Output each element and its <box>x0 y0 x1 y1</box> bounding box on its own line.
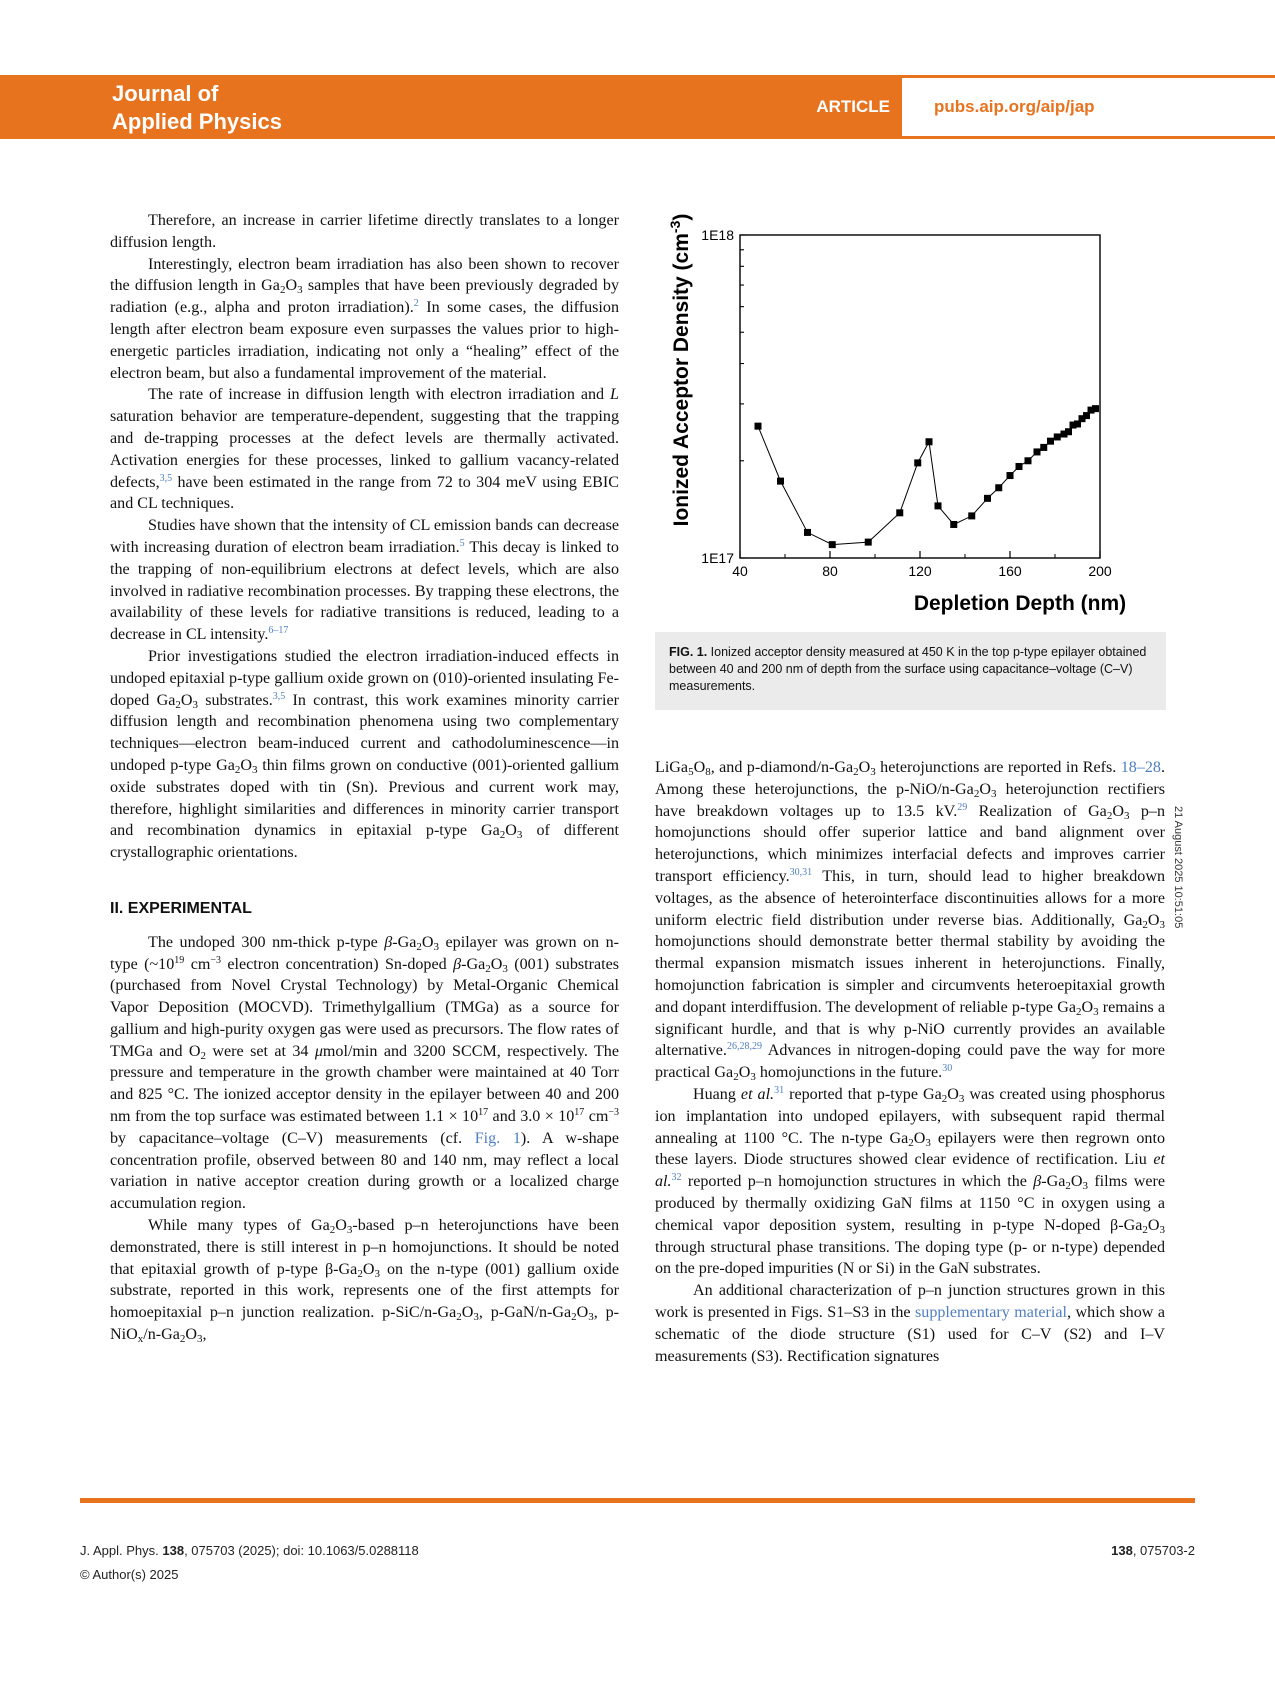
y-tick-label: 1E18 <box>701 227 734 243</box>
citation-link[interactable]: 18–28 <box>1120 759 1161 776</box>
data-point <box>984 495 991 502</box>
data-point <box>829 541 836 548</box>
data-point <box>1040 444 1047 451</box>
citation-link[interactable]: 3,5 <box>272 690 286 702</box>
data-point <box>995 484 1002 491</box>
y-axis-title: Ionized Acceptor Density $(cm^{-3})$ <box>667 213 693 527</box>
citation-link[interactable]: 30 <box>942 1063 953 1075</box>
paragraph-cl-emission: Studies have shown that the intensity of CL emission bands can decrease with increasing duration of electron beam irradiation.$^5$ This decay is linked to the trapping of non-equilibrium electrons at defect levels, which are also involved in radiative recombination processes. By trapping these electrons, the availability of these levels for radiative transitions is reduced, leading to a decrease in CL intensity.$^{6-17}$ <box>110 517 619 644</box>
x-tick-label: 120 <box>908 563 932 579</box>
caption-text: Ionized acceptor density measured at 450 K in the top p-type epilayer obtained between 40 and 200 nm of depth from the surface using capacitance–voltage (C–V) measurements. <box>669 645 1147 693</box>
data-point <box>1034 448 1041 455</box>
footer-copyright: © Author(s) 2025 <box>80 1567 179 1582</box>
x-tick-label: 80 <box>822 563 838 579</box>
paragraph-diffusion-length: Therefore, an increase in carrier lifetime directly translates to a longer diffusion length. <box>110 212 619 251</box>
data-point <box>1065 428 1072 435</box>
plot-frame <box>740 235 1100 558</box>
citation-link[interactable]: 3,5 <box>159 472 173 484</box>
citation-link[interactable]: 30,31 <box>789 866 813 878</box>
series-line <box>758 409 1096 545</box>
left-text-column <box>110 210 619 1346</box>
citation-link[interactable]: 6–17 <box>268 625 289 637</box>
right-text-column <box>655 757 1165 1367</box>
data-point <box>950 521 957 528</box>
citation-link[interactable]: 5 <box>459 537 465 549</box>
paragraph-activation-energies: The rate of increase in diffusion length with electron irradiation and L saturation behavior are temperature-dependent, suggesting that the trapping and de-trapping processes at the defect levels are thermally activated. Activation energies for these processes, linked to gallium vacancy-related defects,$^{3,5}$ have been estimated in the range from 72 to 304 meV using EBIC and CL techniques. <box>110 386 619 513</box>
paragraph-prior-investigations: Prior investigations studied the electron irradiation-induced effects in undoped epitaxial p-type gallium oxide grown on (010)-oriented insulating Fe-doped $Ga_2O_3$ substrates.$^{3,5}$ In contrast, this work examines minority carrier diffusion length and recombination phenomena using two complementary techniques—electron beam-induced current and cathodoluminescence—in undoped p-type $Ga_2O_3$ thin films grown on conductive (001)-oriented gallium oxide substrates doped with tin (Sn). Previous and current work may, therefore, highlight similarities and differences in minority carrier transport and recombination dynamics in epitaxial p-type $Ga_2O_3$ of different crystallographic orientations. <box>110 647 619 862</box>
data-point <box>1025 457 1032 464</box>
figure-1-link[interactable]: Fig. 1 <box>474 1129 521 1147</box>
journal-title-line2: Applied Physics <box>112 109 282 134</box>
citation-link[interactable]: 32 <box>671 1172 682 1184</box>
data-point <box>968 512 975 519</box>
download-timestamp: 21 August 2025 10:51:05 <box>1172 806 1184 929</box>
section-heading-experimental: II. EXPERIMENTAL <box>110 899 252 917</box>
data-point <box>777 478 784 485</box>
journal-title-line1: Journal of <box>112 81 219 106</box>
citation-link[interactable]: 29 <box>957 801 968 813</box>
citation-link[interactable]: 2 <box>413 298 419 310</box>
x-axis-label: Depletion Depth (nm) <box>913 592 1127 615</box>
paragraph-experimental-growth: The undoped 300 nm-thick p-type $\beta-Ga_2O_3$ epilayer was grown on n-type ($\sim 10^{19}$ $cm^{-3}$ electron concentration) Sn-doped $\beta-Ga_2O_3$ (001) substrates (purchased from Novel Crystal Technology) by Metal-Organic Chemical Vapor Deposition (MOCVD). Trimethylgallium (TMGa) as a source for gallium and high-purity oxygen gas were used as precursors. The flow rates of TMGa and $O_2$ were set at 34 μmol/min and 3200 SCCM, respectively. The pressure and temperature in the growth chamber were maintained at 40 Torr and 825 °C. The ionized acceptor density in the epilayer between 40 and 200 nm from the top surface was estimated between $1.1 \times 10^{17}$ and $3.0 \times 10^{17}$ $cm^{-3}$ by capacitance–voltage (C–V) measurements (cf. Fig. 1). A w-shape concentration profile, observed between 80 and 140 nm, may reflect a local variation in native acceptor creation during growth or a localized charge accumulation region. <box>110 933 620 1213</box>
caption-label: FIG. 1. <box>669 645 708 659</box>
paragraph-electron-beam-recovery: Interestingly, electron beam irradiation has also been shown to recover the diffusion length in $Ga_2O_3$ samples that have been previously degraded by radiation (e.g., alpha and proton irradiation).$^2$ In some cases, the diffusion length after electron beam exposure even surpasses the values prior to high-energetic particles irradiation, indicating not only a “healing” effect of the electron beam, but also a fundamental improvement of the material. <box>110 255 619 382</box>
chart-acceptor-density <box>655 205 1166 625</box>
data-point <box>1007 472 1014 479</box>
citation-link[interactable]: 26,28,29 <box>726 1041 762 1053</box>
citation-link[interactable]: 31 <box>774 1084 785 1096</box>
paragraph-homojunctions: $LiGa_5O_8$, and $p-diamond/n-Ga_2O_3$ heterojunctions are reported in Refs. 18–28. Among these heterojunctions, the $p-NiO/n-Ga_2O_3$ heterojunction rectifiers have breakdown voltages up to 13.5 kV.$^{29}$ Realization of $Ga_2O_3$ p–n homojunctions should offer superior lattice and band alignment over heterojunctions, which minimizes interfacial defects and improves carrier transport efficiency.$^{30,31}$ This, in turn, should lead to higher breakdown voltages, as the absence of heterointerface discontinuities allows for a more uniform electric field distribution under reverse bias. Additionally, $Ga_2O_3$ homojunctions should demonstrate better thermal stability by avoiding the thermal expansion mismatch issues inherent in heterojunctions. Finally, homojunction fabrication is simpler and circumvents heteroepitaxial growth and dopant interdiffusion. The development of reliable p-type $Ga_2O_3$ remains a significant hurdle, and that is why p-NiO currently provides an available alternative.$^{26,28,29}$ Advances in nitrogen-doping could pave the way for more practical $Ga_2O_3$ homojunctions in the future.$^{30}$ <box>655 759 1165 1084</box>
supplementary-material-link[interactable]: supplementary material <box>915 1303 1068 1321</box>
data-point <box>1047 438 1054 445</box>
x-tick-label: 40 <box>732 563 748 579</box>
data-point <box>935 502 942 509</box>
x-tick-label: 160 <box>998 563 1022 579</box>
journal-url-link[interactable]: pubs.aip.org/aip/jap <box>902 78 1275 136</box>
data-point <box>1092 405 1099 412</box>
data-point <box>1016 463 1023 470</box>
data-point <box>804 529 811 536</box>
footer-citation: J. Appl. Phys. 138, 075703 (2025); doi: 10.1063/5.0288118 <box>80 1543 419 1558</box>
data-point <box>896 509 903 516</box>
article-type-label: ARTICLE <box>816 97 890 116</box>
data-point <box>1054 433 1061 440</box>
paragraph-heterojunctions: While many types of $Ga_2O_3$-based p–n heterojunctions have been demonstrated, there is still interest in p–n homojunctions. It should be noted that epitaxial growth of p-type $\beta-Ga_2O_3$ on the n-type (001) gallium oxide substrate, reported in this work, represents one of the first attempts for homoepitaxial p–n junction realization. $p-SiC/n-Ga_2O_3$, $p-GaN/n-Ga_2O_3$, $p-NiO_x/n-Ga_2O_3$, <box>110 1217 620 1346</box>
y-tick-label: 1E17 <box>701 550 734 566</box>
paragraph-prior-homojunctions: Huang et al.$^{31}$ reported that p-type $Ga_2O_3$ was created using phosphorus ion implantation into undoped epilayers, with subsequent rapid thermal annealing at 1100 °C. The n-type $Ga_2O_3$ epilayers were then regrown onto these layers. Diode structures showed clear evidence of rectification. Liu et al.$^{32}$ reported p–n homojunction structures in which the $\beta-Ga_2O_3$ films were produced by thermally oxidizing GaN films at 1150 °C in oxygen using a chemical vapor deposition system, resulting in p-type N-doped $\beta-Ga_2O_3$ through structural phase transitions. The doping type (p- or n-type) depended on the pre-doped impurities (N or Si) in the GaN substrates. <box>655 1084 1165 1278</box>
journal-title[interactable] <box>112 80 282 136</box>
footer-page-number: 138, 075703-2 <box>1111 1543 1195 1558</box>
data-point <box>755 423 762 430</box>
footer-divider <box>80 1498 1195 1503</box>
x-tick-label: 200 <box>1088 563 1112 579</box>
paragraph-additional-characterization: An additional characterization of p–n junction structures grown in this work is presented in Figs. S1–S3 in the supplementary material, which show a schematic of the diode structure (S1) used for C–V (S2) and I–V measurements (S3). Rectification signatures <box>655 1282 1166 1365</box>
data-point <box>914 459 921 466</box>
figure-1-caption <box>655 632 1166 710</box>
data-point <box>926 438 933 445</box>
data-point <box>865 539 872 546</box>
